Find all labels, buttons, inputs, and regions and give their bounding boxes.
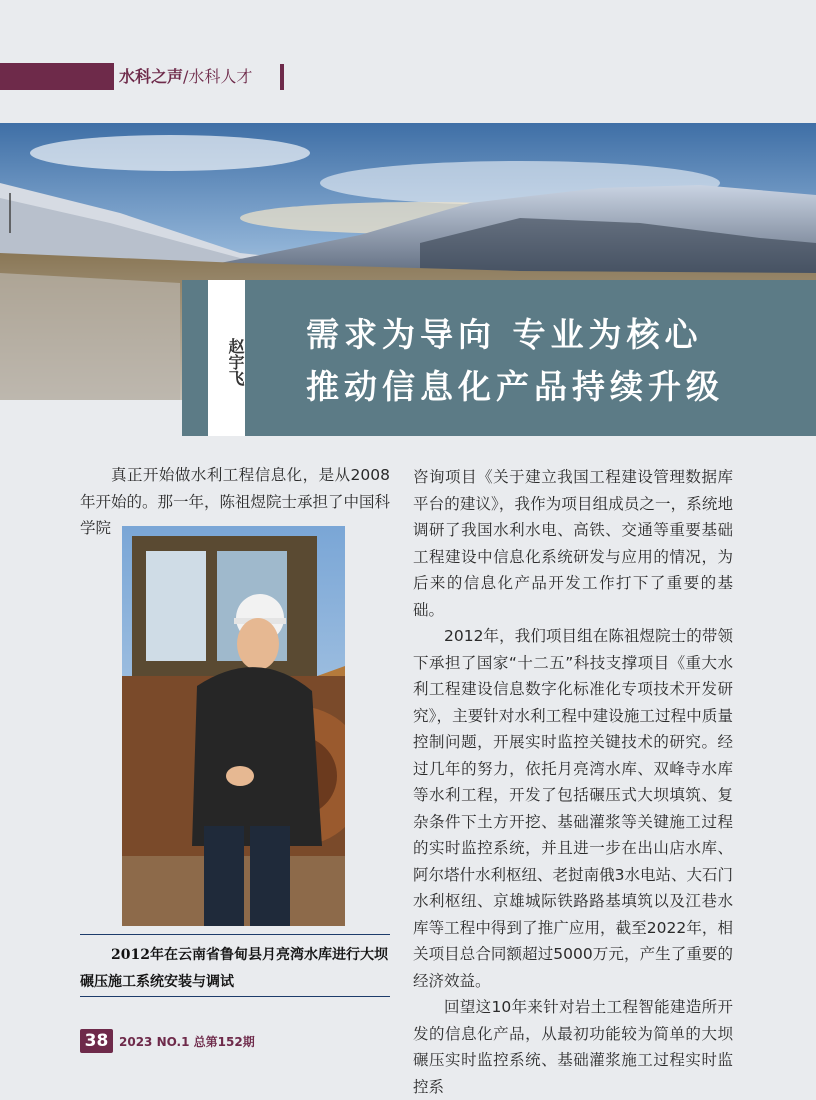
author-name: 赵宇飞	[226, 338, 245, 386]
right-column	[413, 464, 733, 1100]
title-panel	[182, 280, 816, 436]
body-paragraph: 回望这10年来针对岩土工程智能建造所开发的信息化产品，从最初功能较为简单的大坝碾压实时监控系统、基础灌浆施工过程实时监控系	[413, 998, 733, 1096]
section-separator: /	[183, 67, 189, 86]
caption-bottom-rule	[80, 996, 390, 997]
article-title-line-2: 推动信息化产品持续升级	[306, 367, 724, 406]
section-name: 水科之声	[119, 67, 184, 86]
section-color-bar	[0, 63, 114, 90]
subsection-name: 水科人才	[188, 67, 253, 86]
issue-info: 2023 NO.1 总第152期	[119, 1035, 255, 1049]
page-number: 38	[80, 1029, 113, 1053]
photo-worker-at-roller	[122, 526, 345, 926]
section-end-mark	[280, 64, 284, 90]
body-paragraph: 咨询项目《关于建立我国工程建设管理数据库平台的建议》，我作为项目组成员之一，系统地调研了我国水利水电、高铁、交通等重要基础工程建设中信息化系统研发与应用的情况，为后来的信息化产品开发工作打下了重要的基础。	[413, 468, 733, 619]
article-title-line-1: 需求为导向 专业为核心	[306, 315, 703, 354]
photo-caption: 2012年在云南省鲁甸县月亮湾水库进行大坝碾压施工系统安装与调试	[80, 947, 388, 990]
worker-photo-illustration	[122, 526, 345, 926]
caption-top-rule	[80, 934, 390, 935]
section-label	[119, 64, 252, 90]
body-paragraph: 2012年，我们项目组在陈祖煜院士的带领下承担了国家“十二五”科技支撑项目《重大水利工程建设信息数字化标准化专项技术开发研究》，主要针对水利工程中建设施工过程中质量控制问题，开展实时监控关键技术的研究。经过几年的努力，依托月亮湾水库、双峰寺水库等水利工程，开发了包括碾压式大坝填筑、复杂条件下土方开挖、基础灌浆等关键施工过程的实时监控系统，并且进一步在出山店水库、阿尔塔什水利枢纽、老挝南俄3水电站、大石门水利枢纽、京雄城际铁路路基填筑以及江巷水库等工程中得到了推广应用，截至2022年，相关项目总合同额超过5000万元，产生了重要的经济效益。	[413, 627, 733, 990]
body-paragraph: 真正开始做水利工程信息化，是从2008年开始的。那一年，陈祖煜院士承担了中国科学院	[80, 466, 391, 537]
